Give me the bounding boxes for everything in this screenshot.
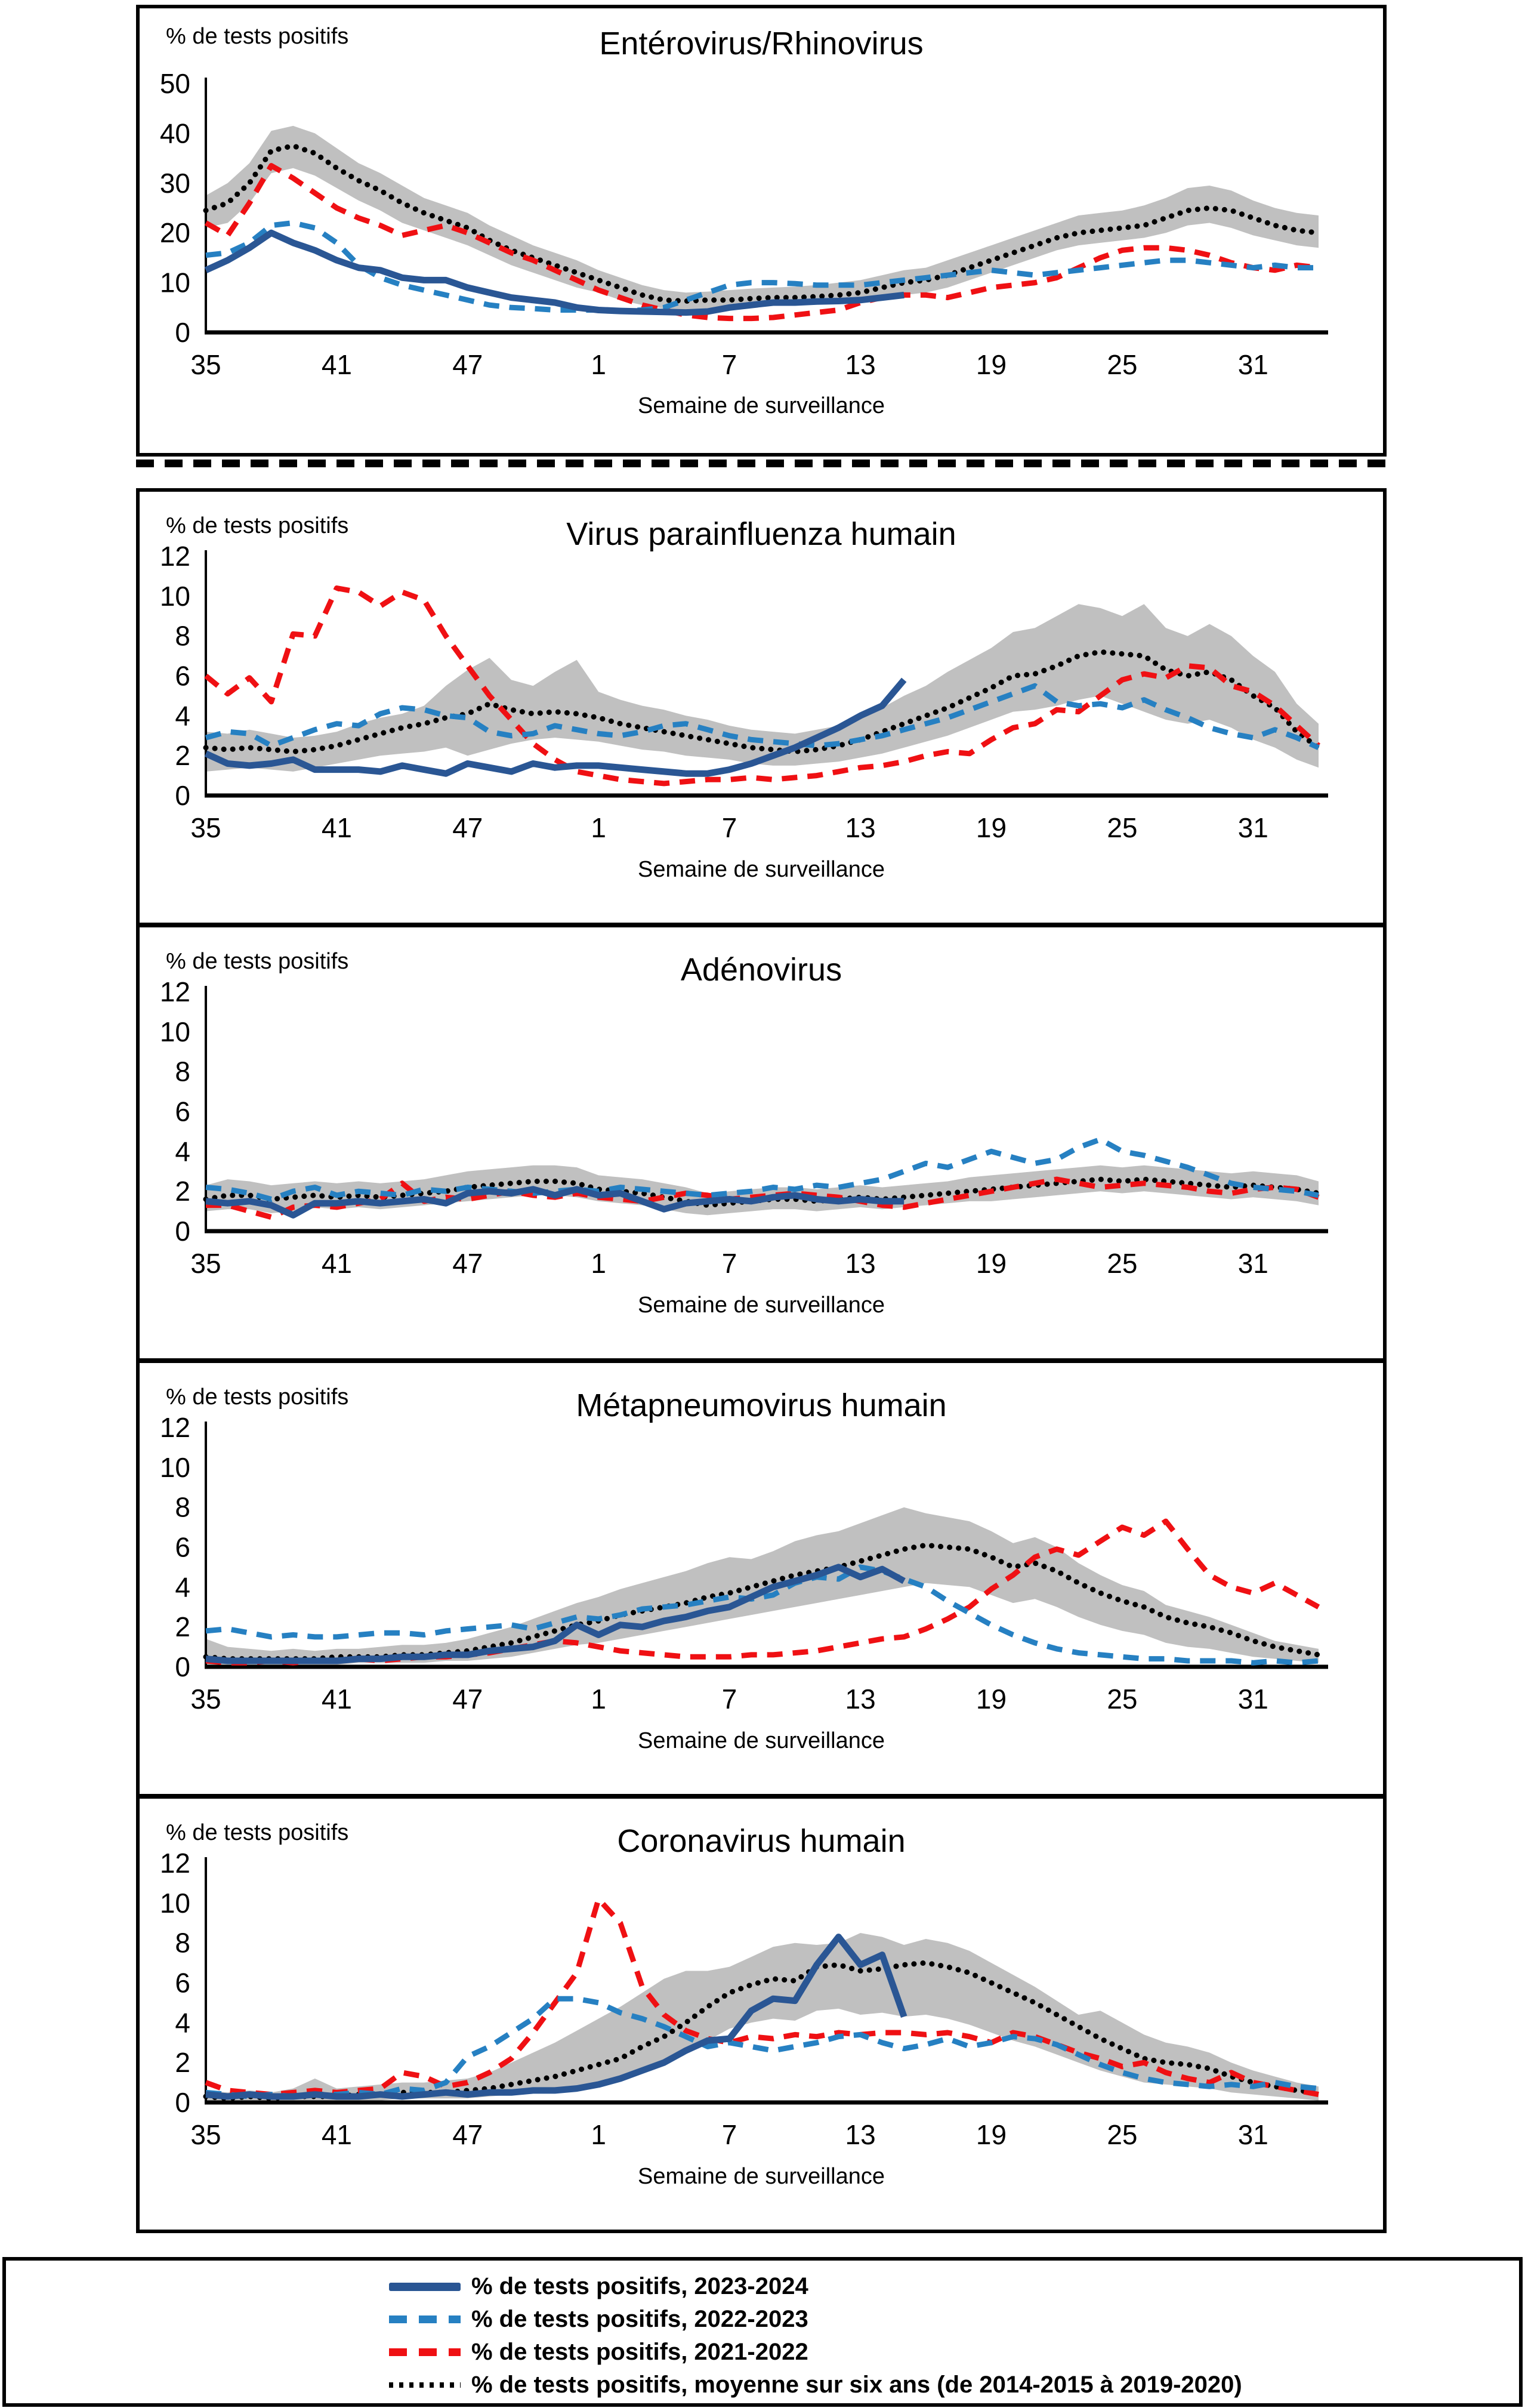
y-tick-label: 0 [175, 780, 190, 811]
x-tick-label: 31 [1237, 1684, 1268, 1715]
chart-panel-enterovirus-rhinovirus [140, 8, 1383, 453]
x-tick-label: 35 [190, 2119, 221, 2150]
chart-panel-parainfluenza [140, 492, 1383, 923]
chart-title: Coronavirus humain [617, 1823, 906, 1859]
y-axis-label: % de tests positifs [166, 1385, 349, 1410]
legend-item-label: % de tests positifs, 2023-2024 [471, 2273, 808, 2299]
y-tick-label: 0 [175, 2087, 190, 2118]
legend-line-dashed-blue-icon [389, 2315, 461, 2323]
y-tick-label: 10 [159, 1016, 190, 1047]
x-tick-label: 25 [1107, 1684, 1138, 1715]
x-tick-label: 31 [1237, 349, 1268, 380]
x-tick-label: 31 [1237, 812, 1268, 843]
chart-title: Adénovirus [680, 952, 842, 988]
y-tick-label: 10 [159, 580, 190, 612]
y-tick-label: 10 [159, 267, 190, 298]
chart-plot-enterovirus [140, 8, 1383, 453]
y-tick-label: 40 [159, 118, 190, 149]
x-tick-label: 1 [591, 1684, 606, 1715]
x-tick-label: 13 [845, 349, 876, 380]
legend [2, 2257, 1523, 2407]
legend-item [389, 2303, 1519, 2336]
y-tick-label: 8 [175, 1056, 190, 1087]
legend-item-label: % de tests positifs, 2021-2022 [471, 2339, 808, 2365]
x-axis-title: Semaine de surveillance [637, 393, 885, 418]
x-tick-label: 13 [845, 1684, 876, 1715]
x-tick-label: 13 [845, 1248, 876, 1279]
x-tick-label: 41 [321, 812, 352, 843]
x-axis-title: Semaine de surveillance [637, 857, 885, 882]
y-tick-label: 12 [159, 976, 190, 1007]
x-tick-label: 47 [452, 1684, 483, 1715]
six-year-range-band [206, 1933, 1319, 2101]
y-tick-label: 2 [175, 1611, 190, 1643]
y-tick-label: 0 [175, 1216, 190, 1247]
chart-title: Virus parainfluenza humain [566, 516, 956, 552]
x-tick-label: 35 [190, 349, 221, 380]
x-tick-label: 25 [1107, 1248, 1138, 1279]
y-tick-label: 6 [175, 1531, 190, 1563]
x-tick-label: 41 [321, 1684, 352, 1715]
y-tick-label: 8 [175, 620, 190, 652]
x-tick-label: 13 [845, 812, 876, 843]
x-tick-label: 7 [721, 349, 737, 380]
x-tick-label: 41 [321, 349, 352, 380]
y-tick-label: 4 [175, 1571, 190, 1603]
x-axis-title: Semaine de surveillance [637, 1293, 885, 1318]
x-tick-label: 47 [452, 349, 483, 380]
chart-title: Métapneumovirus humain [576, 1388, 947, 1423]
legend-item [389, 2270, 1519, 2303]
y-tick-label: 6 [175, 1096, 190, 1127]
y-tick-label: 12 [159, 1848, 190, 1879]
x-tick-label: 35 [190, 812, 221, 843]
x-tick-label: 47 [452, 2119, 483, 2150]
x-tick-label: 19 [975, 1248, 1007, 1279]
x-tick-label: 19 [975, 812, 1007, 843]
y-tick-label: 8 [175, 1491, 190, 1523]
chart-panel-metapneumovirus [140, 1358, 1383, 1794]
y-axis-label: % de tests positifs [166, 949, 349, 974]
y-tick-label: 0 [175, 1651, 190, 1682]
y-axis-label: % de tests positifs [166, 24, 349, 49]
y-tick-label: 2 [175, 1176, 190, 1207]
x-tick-label: 35 [190, 1248, 221, 1279]
x-tick-label: 7 [721, 812, 737, 843]
x-tick-label: 35 [190, 1684, 221, 1715]
x-tick-label: 19 [975, 2119, 1007, 2150]
six-year-range-band [206, 1166, 1319, 1216]
legend-item [389, 2369, 1519, 2401]
x-tick-label: 25 [1107, 812, 1138, 843]
y-tick-label: 10 [159, 1887, 190, 1919]
x-tick-label: 1 [591, 1248, 606, 1279]
y-tick-label: 12 [159, 541, 190, 572]
legend-item [389, 2336, 1519, 2369]
y-tick-label: 20 [159, 217, 190, 249]
y-tick-label: 0 [175, 317, 190, 348]
y-tick-label: 4 [175, 2007, 190, 2039]
x-tick-label: 13 [845, 2119, 876, 2150]
x-tick-label: 31 [1237, 1248, 1268, 1279]
y-tick-label: 8 [175, 1927, 190, 1959]
x-tick-label: 47 [452, 812, 483, 843]
x-tick-label: 7 [721, 2119, 737, 2150]
x-axis-title: Semaine de surveillance [637, 1728, 885, 1753]
x-tick-label: 1 [591, 812, 606, 843]
x-tick-label: 1 [591, 349, 606, 380]
y-tick-label: 30 [159, 167, 190, 199]
x-tick-label: 19 [975, 1684, 1007, 1715]
chart-panel-adenovirus [140, 923, 1383, 1358]
y-tick-label: 10 [159, 1451, 190, 1483]
y-tick-label: 12 [159, 1412, 190, 1443]
x-tick-label: 7 [721, 1684, 737, 1715]
x-tick-label: 41 [321, 1248, 352, 1279]
x-tick-label: 25 [1107, 2119, 1138, 2150]
y-tick-label: 50 [159, 68, 190, 99]
x-tick-label: 7 [721, 1248, 737, 1279]
y-axis-label: % de tests positifs [166, 1820, 349, 1845]
y-tick-label: 2 [175, 2047, 190, 2079]
lower-charts-box [136, 488, 1387, 2233]
y-tick-label: 6 [175, 660, 190, 692]
enterovirus-chart-box [136, 5, 1387, 457]
legend-item-label: % de tests positifs, 2022-2023 [471, 2306, 808, 2332]
y-tick-label: 6 [175, 1967, 190, 1999]
x-tick-label: 25 [1107, 349, 1138, 380]
y-axis-label: % de tests positifs [166, 513, 349, 538]
dashed-divider [136, 460, 1387, 467]
x-tick-label: 47 [452, 1248, 483, 1279]
legend-line-dotted-black-icon [389, 2382, 461, 2388]
chart-title: Entérovirus/Rhinovirus [599, 26, 924, 61]
y-tick-label: 2 [175, 740, 190, 772]
x-tick-label: 19 [975, 349, 1007, 380]
x-tick-label: 31 [1237, 2119, 1268, 2150]
chart-panel-coronavirus [140, 1794, 1383, 2230]
y-tick-label: 4 [175, 1136, 190, 1167]
y-tick-label: 4 [175, 700, 190, 732]
legend-line-solid-navy-icon [389, 2283, 461, 2291]
legend-item-label: % de tests positifs, moyenne sur six ans (de 2014-2015 à 2019-2020) [471, 2372, 1242, 2398]
x-axis-title: Semaine de surveillance [637, 2164, 885, 2189]
legend-line-dashed-red-icon [389, 2348, 461, 2356]
x-tick-label: 1 [591, 2119, 606, 2150]
x-tick-label: 41 [321, 2119, 352, 2150]
